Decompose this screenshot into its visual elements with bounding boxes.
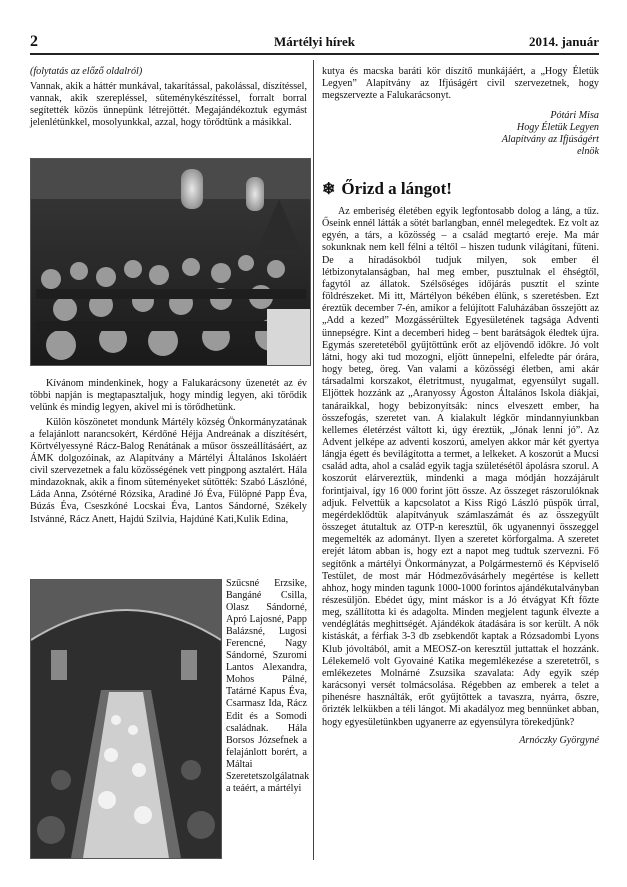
article-signature: Arnóczky Györgyné [519, 734, 599, 746]
signature-org: Hogy Életük Legyen [516, 122, 599, 134]
left-column-top [30, 66, 307, 129]
article-body: Az emberiség életében egyik legfontosabb dolog a láng, a tűz. Őseink ennél látták a sötét barlangban, ennél melegedtek. Ez volt az egyén, a társ, a közösség – a család megtartó ereje. Ma már sokunknak nem kell félni a téltől – hiszen tudunk világítani, fűteni. De a híradásokból tudjuk milyen, sok ember él létbizonytalanságban, hal meg ember, pusztulnak el éhségtől, fagytól az állatok. Szélsőséges időjárás pusztít el szinte földrészeket. Mi itt, Mártélyon békében élünk, s szeretésben. Ezt éreztük december 7-én, amikor a felújított Faluházában összejött az „Add a kezed” Mozgássérültek Egyesületének tagsága Adventi ünnepségre. Kint a decemberi hideg – bent barátságok éledtek újra. Egymás szeretetéből gyűjtöttünk erőt az eljövendő időkre. Jó volt látni, hogy aki tud mozogni, eljött ünnepelni, elfeledte pár órára, hogy beteg, öreg. Van valami a közösségi életben, ami akár társadalmi korszakot, életritmust, nyugalmat, egyensúlyt sugall. Eljöttek hozzánk az „Aranyossy Ágoston Általános Iskola diákjai, tanáraikkal, hogy bebizonyítsák: nincs elveszett ember, ha összefogás, szeretet van. A kialakult légkör mindannyiunkban kellemes életérzést váltott ki, úgy éreztük, „Jónak lenni jó”. Az Advent jelképe az adventi koszorú, amelyen akkor már két gyertya lángja égett és bevilágította a termet, a lelkeket. A koszorút a Mucsi család adta, ahol a család egyik tagja születésétől ápolásra szorul. A koszorút elárvereztük, mindenki a maga módján hozzájárult forintjaival, így 16 000 forint jött össze. Az összeget rászorulóknak adjuk. Felvettük a kapcsolatot a Kiss Rigó László püspök úrral, megérdeklődtük alapítványuk számlaszámát és az összegyűlt összeget átutaltuk az OTP-n keresztül, ők ugyanennyi összeggel megemelték az adományt. Ilyen a szeretet körforgalma. A szeretet erejét látom abban is, hogy ezt a napot meg tudtuk szervezni. Fő segítőnk a mártélyi Önkormányzat, a Polgármesternő és Képviselő Testület, de most már Hódmezővásárhely megértése is kellett ahhoz, hogy minden tagunk 1000-1000 forintos ajándékutalványban részesüljön. Ebédet úgy, mint máskor is a Jó étvágyat Kft főzte meg, szállította ki és adagolta. Minden megjelent tagunk élvezte a vendéglátás meghittségét. Ajándékok átadására is sor került. A nők kistáskát, a férfiak 3-3 db zsebkendőt kaptak a Rózsadombi Lyons Klub jóvoltából, amit a MEOSZ-on keresztül juttattak el hozzánk. Lélekemelő volt Gyovainé Katika megemlékezése a szeretetről, s emlékezetes Molnárné Zsuzsika szavalata: Ady egyik szép karácsonyi versét tolmácsolása. Régebben az emberek a telet a pihenésre használták, erőt gyűjtöttek a tavaszra, nyárra, őszre, őrizték lelkükben a téli lángot. Mi akadályoz meg bennünket abban, hogy egyesületünkben ugyanerre az egyensúlyra törekedjünk? [322, 206, 599, 728]
left-column-narrow [226, 578, 310, 795]
right-column-top [322, 66, 599, 158]
signature-name: Pótári Misa [550, 110, 599, 122]
column-divider [313, 60, 314, 860]
header-rule [30, 53, 599, 55]
left-paragraph-3: Külön köszönetet mondunk Mártély község Önkormányzatának a felajánlott narancsokért, Kérdőné Héjja Andreának a díszítésért, Körtvélyessyné Rácz-Balog Renátának a műsor összeállításáért, az ÁMK dolgozóinak, az Alapítvány a Mártélyi Általános Iskoláért civil szervezetnek a falu közösségének vett pingpong asztalért. Hála mindazoknak, akik a finom süteményeket sütötték: Szabó Lászlóné, Láda Anna, Zsótérné Rózsika, Aradiné Jó Éva, Fülöpné Papp Éva, Búzás Éva, Cseszkóné Locskai Éva, Lantos Sándorné, Székely Istvánné, Rácz Anett, Hajdú Szilvia, Hajdúné Kati,Kulik Edina, [30, 417, 307, 525]
section-heading [322, 179, 452, 199]
right-paragraph-continued: kutya és macska baráti kör díszítő munkájáért, a „Hogy Életük Legyen” Alapítvány az Ifjúságért civil szervezetnek, hogy megszervezte a Falukarácsonyt. [322, 66, 599, 102]
banquet-photo [30, 579, 222, 859]
page-number: 2 [30, 33, 38, 50]
signature-org-2: Alapítvány az Ifjúságért [501, 134, 599, 146]
right-column-article [322, 206, 599, 747]
section-title: Őrizd a lángot! [341, 179, 452, 198]
issue-date: 2014. január [528, 34, 599, 49]
left-paragraph-3-continued: Szűcsné Erzsike, Bangáné Csilla, Olasz Sándorné, Apró Lajosné, Papp Balázsné, Lugosi Ferencné, Nagy Sándorné, Szuromi Lantos Alexandra, Mohos Pálné, Tatárné Kapus Éva, Csarmasz Ida, Rácz Edit és a Somodi családnak. Hála Borsos Józsefnek a felajánlott borért, a Máltai Szeretetszolgálatnak a teáért, a mártélyi [226, 578, 310, 794]
audience-photo [30, 158, 311, 366]
left-paragraph-2: Kívánom mindenkinek, hogy a Falukarácsony üzenetét az év többi napján is megtapasztaljuk, hogy mindig legyen, aki törődik velünk és mindig legyen, akivel mi is törődhetünk. [30, 378, 307, 414]
snowflake-icon: ❄ [322, 181, 336, 198]
signature-block-1 [322, 110, 599, 158]
page-header [30, 33, 599, 53]
continued-note: (folytatás az előző oldalról) [30, 66, 143, 77]
left-column-middle [30, 378, 307, 526]
signature-role: elnök [577, 146, 599, 158]
left-paragraph-1: Vannak, akik a háttér munkával, takarítással, pakolással, díszítéssel, vannak, akik szerepléssel, süteménykészítéssel, forralt borral segítették közös ünnepünk létrejöttét. Megajándékoztuk egymást jelenlétünkkel, mosolyunkkal, azzal, hogy törődtünk a másikkal. [30, 81, 307, 129]
newsletter-title: Mártélyi hírek [274, 34, 355, 49]
